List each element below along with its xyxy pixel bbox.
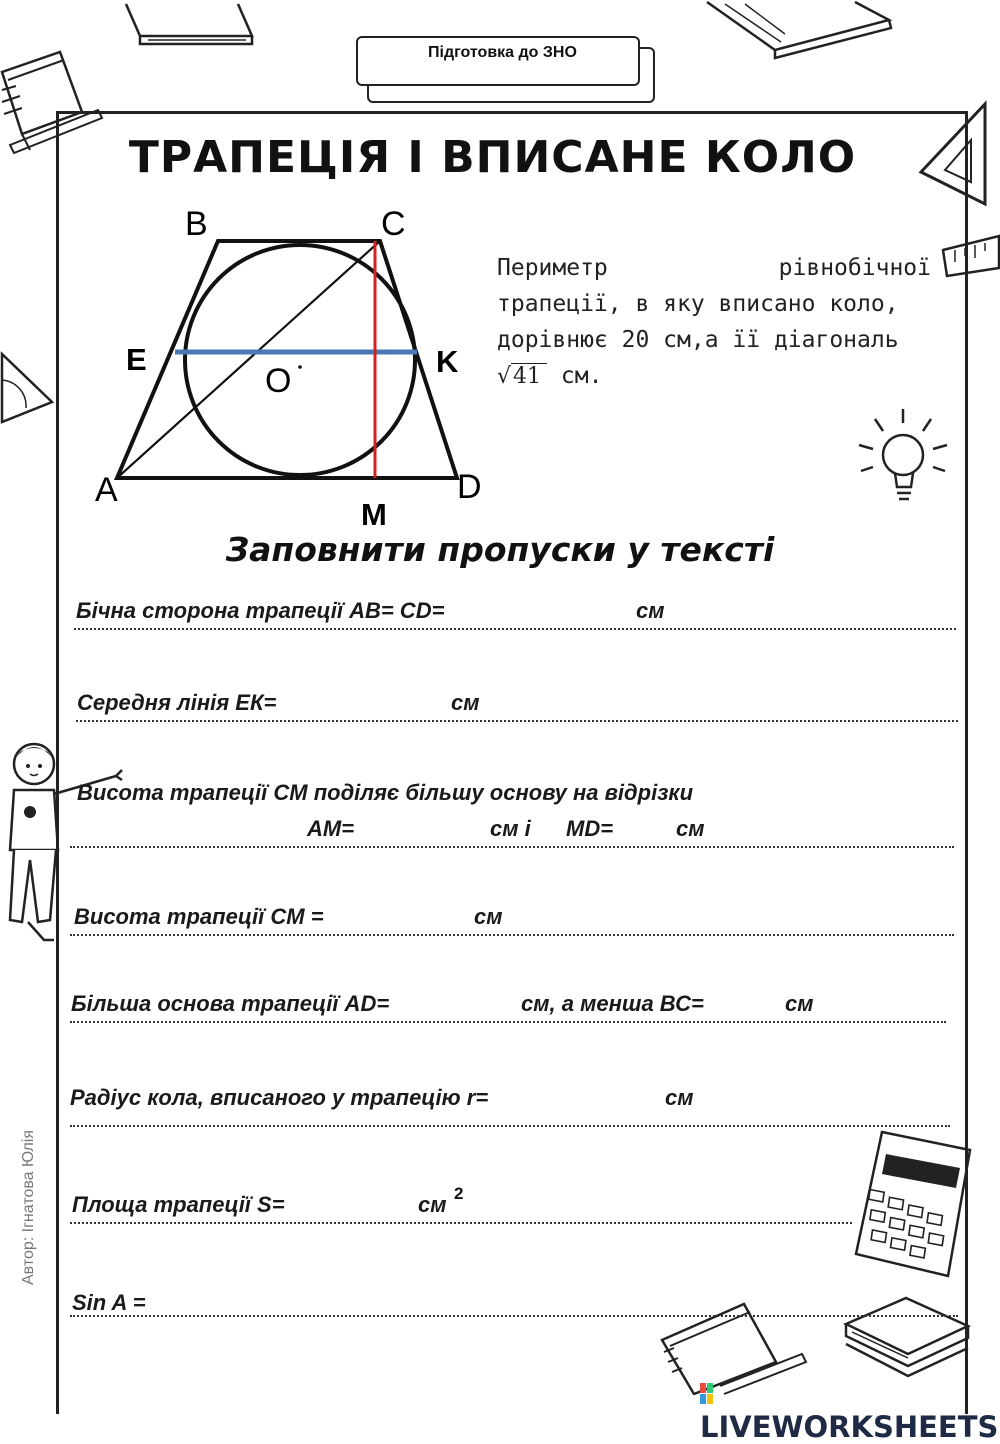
problem-word-1: Периметр [497, 255, 608, 281]
bases-answer-line[interactable] [70, 1021, 946, 1023]
label-a: A [95, 471, 118, 509]
label-k: K [436, 344, 459, 379]
split-answer-line[interactable] [70, 846, 954, 848]
md-unit: см [676, 816, 705, 841]
protractor-doodle [0, 350, 60, 430]
problem-line-2: трапеції, в яку вписано коло, [497, 291, 899, 317]
split-label: Висота трапеції СМ поділяє більшу основу на відрізки [77, 780, 694, 805]
midline-answer-line[interactable] [76, 720, 958, 722]
radius-label: Радіус кола, вписаного у трапецію r= [70, 1085, 489, 1110]
side-unit: см [636, 598, 665, 623]
label-o: O [265, 362, 292, 400]
books-doodle-top [120, 0, 260, 48]
header-tag-text: Підготовка до ЗНО [428, 44, 577, 61]
center-point [298, 365, 302, 369]
height-unit: см [474, 904, 503, 929]
inscribed-circle [185, 245, 415, 475]
bases-unit-1: см, а менша ВС= [521, 991, 704, 1016]
midline-label: Середня лінія ЕК= [77, 690, 277, 715]
problem-word-2: рівнобічної [778, 255, 931, 281]
problem-line-3: дорівнює 20 см,а її діагональ [497, 327, 899, 353]
sqrt-value: 41 [511, 363, 547, 389]
radius-answer-line[interactable] [70, 1125, 950, 1127]
md-label: МD= [566, 816, 614, 841]
sqrt-expression: √41 [497, 359, 547, 395]
brand-text: LIVEWORKSHEETS [700, 1410, 999, 1444]
trapezoid-figure [95, 195, 505, 535]
am-label: АМ= [307, 816, 355, 841]
area-answer-line[interactable] [70, 1222, 852, 1224]
label-c: C [381, 205, 406, 243]
height-answer-line[interactable] [70, 934, 954, 936]
bases-label: Більша основа трапеції АD= [71, 991, 390, 1016]
label-m: M [361, 497, 387, 532]
task-title: Заповнити пропуски у тексті [225, 530, 775, 569]
problem-line-4-tail: см. [560, 363, 603, 389]
author-credit: Автор: Ігнатова Юлія [20, 1129, 37, 1285]
open-book-doodle-top-right [705, 0, 895, 60]
label-e: E [126, 342, 147, 377]
trapezoid-outline [117, 241, 457, 478]
height-label: Висота трапеції СМ = [74, 904, 324, 929]
area-label: Площа трапеції S= [72, 1192, 285, 1217]
radius-unit: см [665, 1085, 694, 1110]
midline-unit: см [451, 690, 480, 715]
sin-answer-line[interactable] [70, 1315, 958, 1317]
diagonal-ac [117, 241, 380, 478]
brand-watermark[interactable] [700, 1376, 1000, 1444]
am-unit: см і [490, 816, 531, 841]
label-d: D [457, 468, 482, 506]
page-title: ТРАПЕЦІЯ І ВПИСАНЕ КОЛО [128, 132, 857, 183]
problem-statement [497, 250, 931, 395]
area-unit: см [418, 1192, 447, 1217]
label-b: B [185, 205, 208, 243]
sin-label: Sin A = [72, 1290, 146, 1315]
side-label: Бічна сторона трапеції АВ= СD= [76, 598, 445, 623]
header-tag [356, 36, 640, 86]
side-answer-line[interactable] [74, 628, 956, 630]
bases-unit-2: см [785, 991, 814, 1016]
area-power: 2 [454, 1184, 464, 1203]
